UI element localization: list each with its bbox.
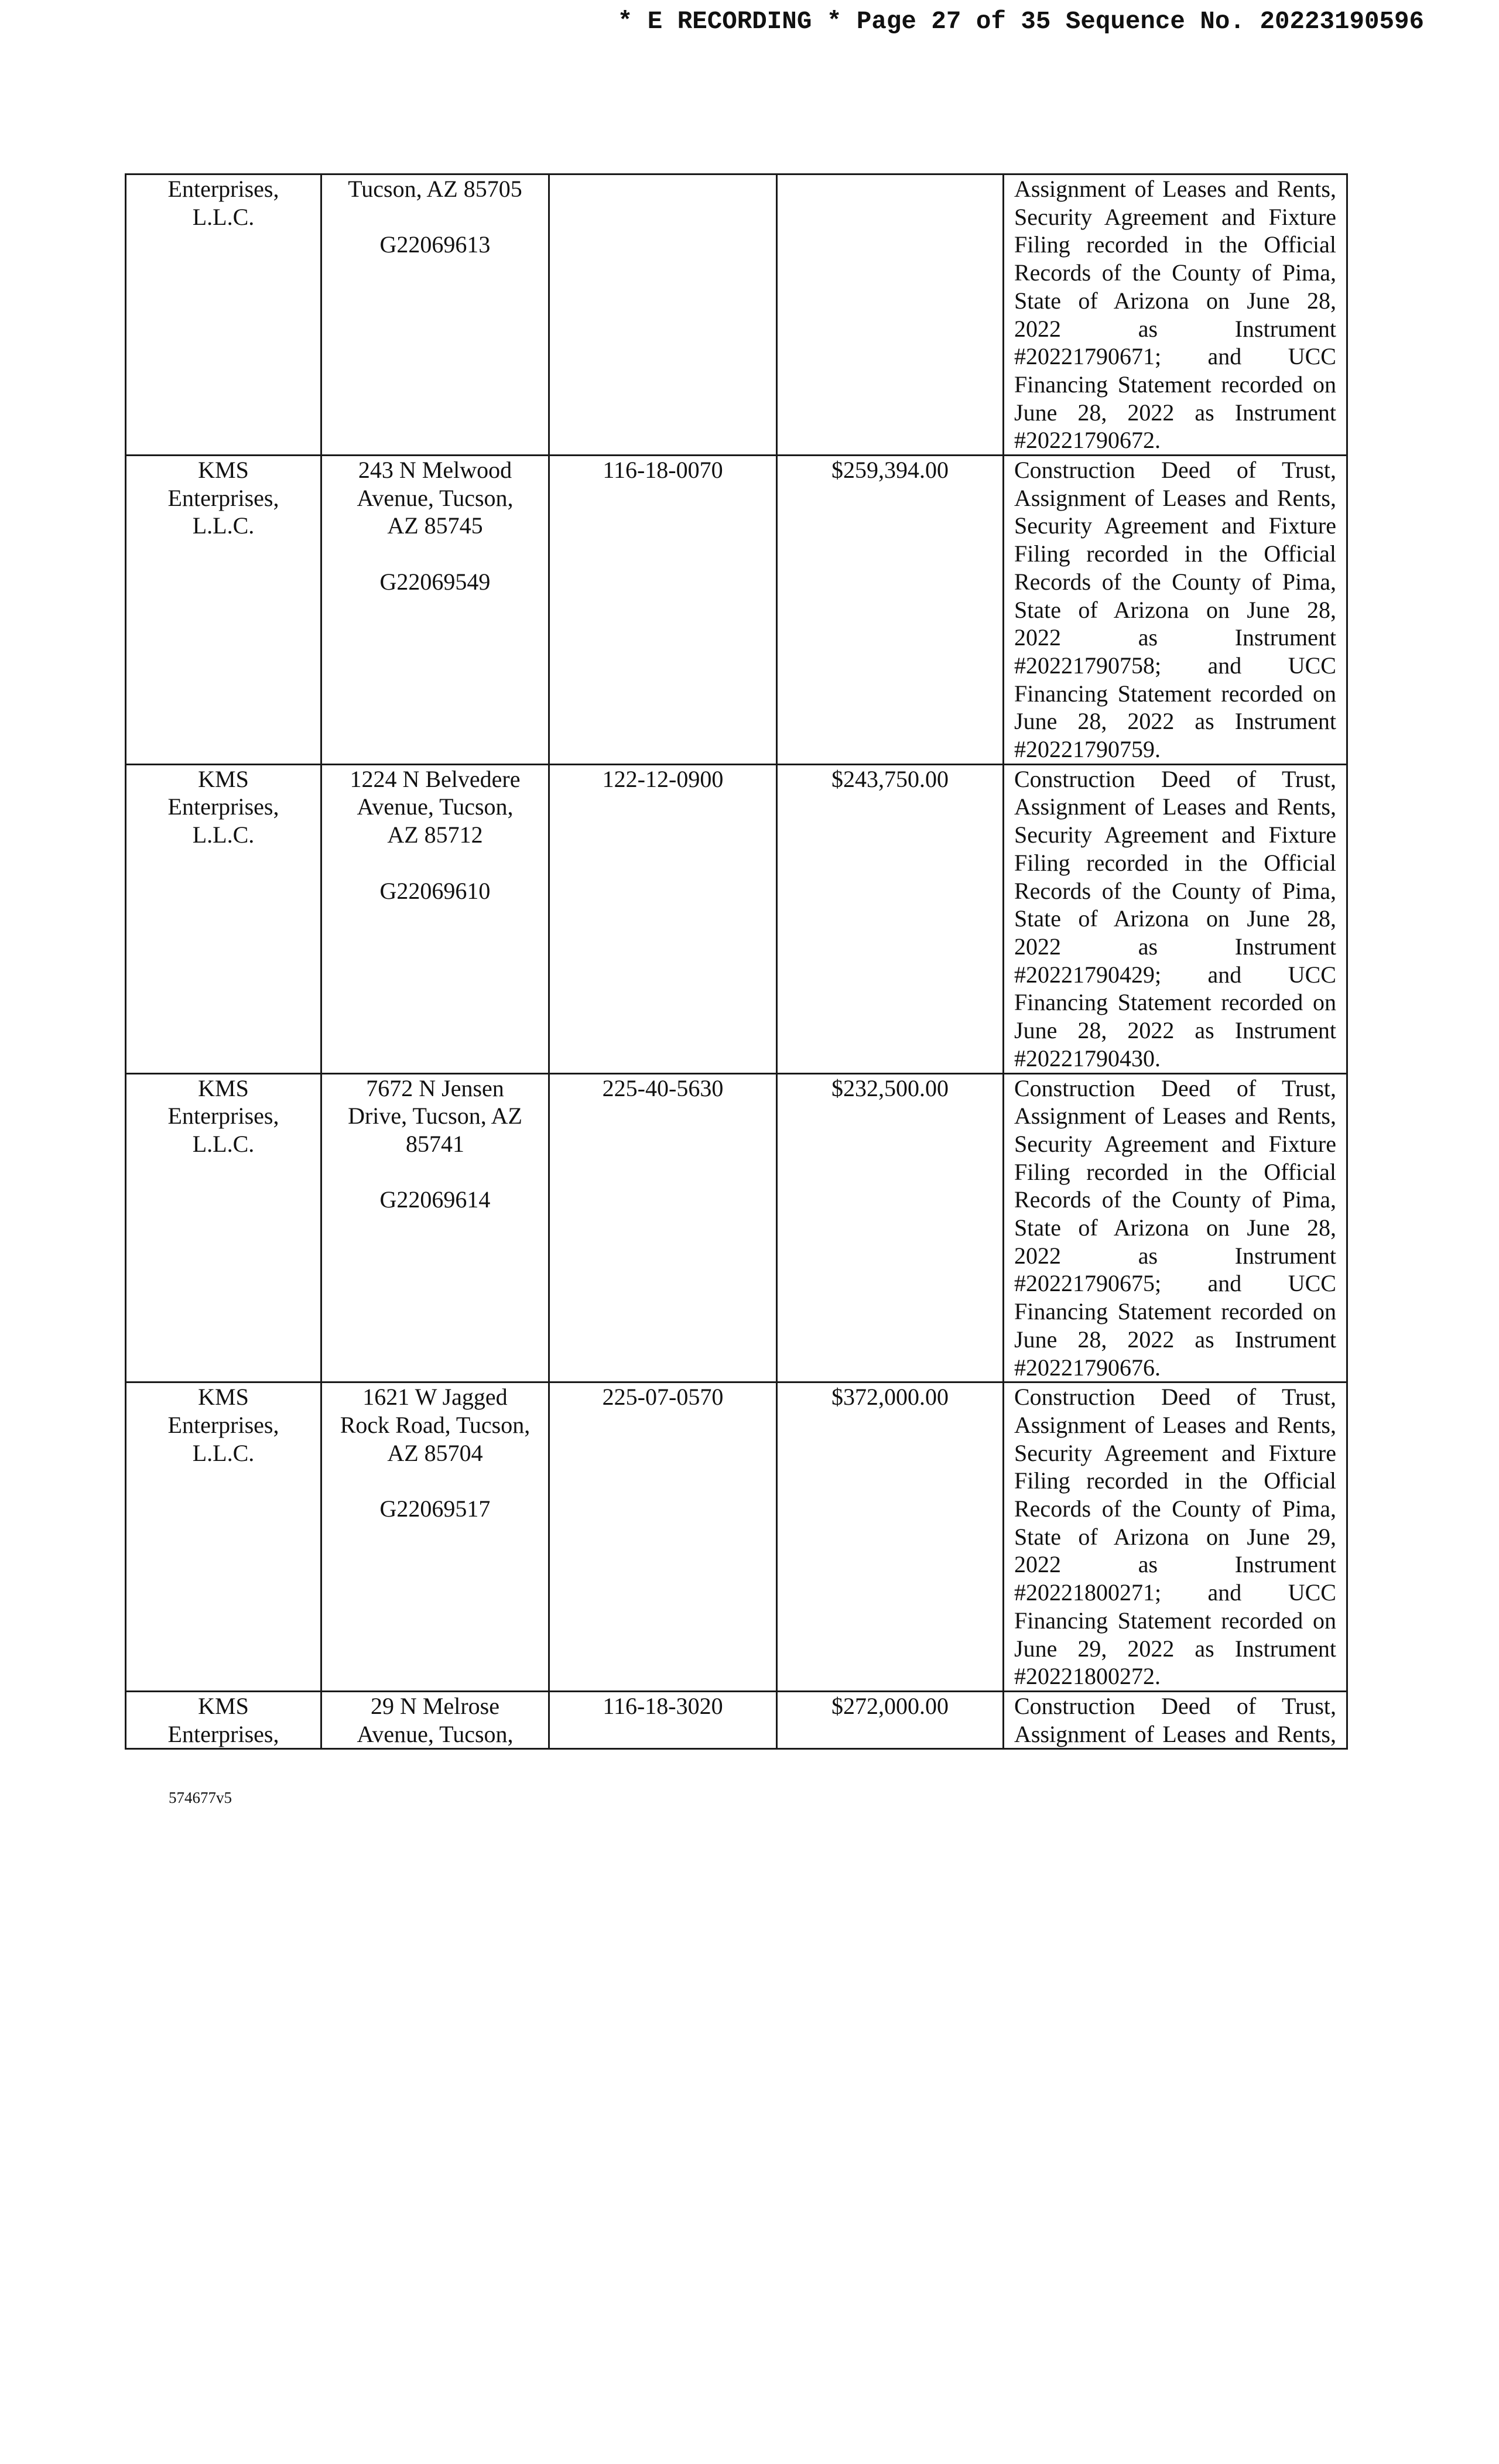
description-line: Construction Deed of Trust, xyxy=(1014,765,1336,792)
description-line: #20221790676. xyxy=(1014,1354,1161,1381)
description-line: June 28, 2022 as Instrument xyxy=(1014,1326,1336,1353)
description-line: June 29, 2022 as Instrument xyxy=(1014,1635,1336,1662)
description-line: Security Agreement and Fixture xyxy=(1014,1439,1336,1466)
description-line: 2022 as Instrument xyxy=(1014,1242,1336,1269)
borrower-cell xyxy=(126,174,321,456)
borrower-line: Enterprises, xyxy=(167,1103,279,1130)
description-line: #20221790430. xyxy=(1014,1045,1161,1072)
description-line: Security Agreement and Fixture xyxy=(1014,512,1336,539)
spacer xyxy=(322,849,548,877)
loan-amount: $272,000.00 xyxy=(831,1692,949,1719)
description-line: State of Arizona on June 28, xyxy=(1014,905,1336,932)
parcel-number: 225-40-5630 xyxy=(602,1074,724,1101)
description-line: Records of the County of Pima, xyxy=(1014,877,1336,904)
recorded-instruments-cell xyxy=(1004,764,1347,1073)
file-number: G22069614 xyxy=(379,1186,491,1213)
description-line: 2022 as Instrument xyxy=(1014,624,1336,651)
address-line: 7672 N Jensen xyxy=(366,1074,504,1101)
loan-amount-cell xyxy=(777,764,1004,1073)
loan-amount: $232,500.00 xyxy=(831,1074,949,1101)
parcel-number-cell xyxy=(549,1382,777,1692)
borrower-line: Enterprises, xyxy=(167,176,279,202)
loan-amount-cell xyxy=(777,1382,1004,1692)
property-address-cell xyxy=(321,764,549,1073)
file-number: G22069549 xyxy=(379,568,491,595)
parcel-number: 116-18-0070 xyxy=(603,457,723,484)
description-line: Filing recorded in the Official xyxy=(1014,540,1336,567)
table-row xyxy=(126,764,1347,1073)
borrower-line: L.L.C. xyxy=(192,512,255,539)
description-line: Assignment of Leases and Rents, xyxy=(1014,484,1336,511)
borrower-line: KMS xyxy=(198,1692,249,1719)
recorded-instruments-cell xyxy=(1004,174,1347,456)
recorded-instruments-cell xyxy=(1004,1073,1347,1382)
address-line: 29 N Melrose xyxy=(371,1692,499,1719)
description-line: Security Agreement and Fixture xyxy=(1014,203,1336,230)
spacer xyxy=(322,203,548,231)
description-line: Financing Statement recorded on xyxy=(1014,371,1336,398)
loan-amount: $372,000.00 xyxy=(831,1384,949,1411)
address-line: Avenue, Tucson, xyxy=(357,793,514,820)
recorded-instruments-cell xyxy=(1004,1382,1347,1692)
table-row xyxy=(126,1382,1347,1692)
description-line: Records of the County of Pima, xyxy=(1014,1186,1336,1213)
table-row xyxy=(126,174,1347,456)
property-schedule-table xyxy=(125,173,1348,1750)
description-line: State of Arizona on June 28, xyxy=(1014,287,1336,314)
description-line: Construction Deed of Trust, xyxy=(1014,1692,1336,1719)
description-line: #20221790759. xyxy=(1014,736,1161,763)
description-line: Assignment of Leases and Rents, xyxy=(1014,1103,1336,1130)
description-line: Construction Deed of Trust, xyxy=(1014,457,1336,484)
description-line: Assignment of Leases and Rents, xyxy=(1014,1411,1336,1438)
spacer xyxy=(322,540,548,568)
address-line: 1621 W Jagged xyxy=(362,1384,508,1411)
description-line: Assignment of Leases and Rents, xyxy=(1014,1720,1336,1747)
file-number: G22069610 xyxy=(379,877,491,904)
description-line: State of Arizona on June 28, xyxy=(1014,1214,1336,1241)
borrower-line: KMS xyxy=(198,1074,249,1101)
borrower-cell xyxy=(126,456,321,765)
address-line: Avenue, Tucson, xyxy=(357,484,514,511)
description-line: #20221800271; and UCC xyxy=(1014,1579,1336,1606)
description-line: Filing recorded in the Official xyxy=(1014,231,1336,258)
borrower-line: Enterprises, xyxy=(167,1720,279,1747)
description-line: Financing Statement recorded on xyxy=(1014,1607,1336,1634)
address-line: AZ 85745 xyxy=(387,512,483,539)
address-line: Tucson, AZ 85705 xyxy=(348,176,522,202)
property-address-cell xyxy=(321,1073,549,1382)
description-line: 2022 as Instrument xyxy=(1014,315,1336,342)
borrower-line: KMS xyxy=(198,765,249,792)
address-line: AZ 85704 xyxy=(387,1439,483,1466)
description-line: Assignment of Leases and Rents, xyxy=(1014,793,1336,820)
table-row xyxy=(126,1073,1347,1382)
table-row xyxy=(126,1691,1347,1748)
borrower-cell xyxy=(126,1073,321,1382)
loan-amount-cell xyxy=(777,174,1004,456)
description-line: State of Arizona on June 29, xyxy=(1014,1523,1336,1550)
document-id: 574677v5 xyxy=(169,1789,232,1806)
description-line: Assignment of Leases and Rents, xyxy=(1014,176,1336,202)
file-number: G22069613 xyxy=(379,231,491,258)
loan-amount: $243,750.00 xyxy=(831,765,949,792)
property-address-cell xyxy=(321,456,549,765)
address-line: Drive, Tucson, AZ xyxy=(348,1103,522,1130)
description-line: Financing Statement recorded on xyxy=(1014,1298,1336,1325)
description-line: Security Agreement and Fixture xyxy=(1014,822,1336,848)
table-row xyxy=(126,456,1347,765)
description-line: June 28, 2022 as Instrument xyxy=(1014,708,1336,735)
parcel-number-cell xyxy=(549,764,777,1073)
borrower-line: L.L.C. xyxy=(192,822,255,848)
borrower-line: Enterprises, xyxy=(167,1411,279,1438)
file-number: G22069517 xyxy=(379,1495,491,1522)
recorded-instruments-cell xyxy=(1004,1691,1347,1748)
address-line: Avenue, Tucson, xyxy=(357,1720,514,1747)
parcel-number-cell xyxy=(549,1691,777,1748)
borrower-line: Enterprises, xyxy=(167,793,279,820)
parcel-number: 225-07-0570 xyxy=(602,1384,724,1411)
borrower-line: L.L.C. xyxy=(192,1439,255,1466)
parcel-number: 122-12-0900 xyxy=(602,765,724,792)
address-line: Rock Road, Tucson, xyxy=(340,1411,531,1438)
loan-amount-cell xyxy=(777,1691,1004,1748)
borrower-line: L.L.C. xyxy=(192,1130,255,1157)
description-line: Filing recorded in the Official xyxy=(1014,849,1336,876)
loan-amount: $259,394.00 xyxy=(831,457,949,484)
borrower-cell xyxy=(126,1382,321,1692)
address-line: 1224 N Belvedere xyxy=(350,765,521,792)
description-line: Construction Deed of Trust, xyxy=(1014,1384,1336,1411)
description-line: 2022 as Instrument xyxy=(1014,933,1336,960)
recorded-instruments-cell xyxy=(1004,456,1347,765)
parcel-number: 116-18-3020 xyxy=(603,1692,723,1719)
description-line: Construction Deed of Trust, xyxy=(1014,1074,1336,1101)
address-line: 85741 xyxy=(406,1130,464,1157)
spacer xyxy=(322,1158,548,1186)
property-address-cell xyxy=(321,1382,549,1692)
address-line: 243 N Melwood xyxy=(358,457,512,484)
description-line: 2022 as Instrument xyxy=(1014,1551,1336,1578)
description-line: State of Arizona on June 28, xyxy=(1014,596,1336,623)
description-line: #20221790758; and UCC xyxy=(1014,652,1336,679)
borrower-cell xyxy=(126,764,321,1073)
loan-amount-cell xyxy=(777,1073,1004,1382)
borrower-line: L.L.C. xyxy=(192,203,255,230)
loan-amount-cell xyxy=(777,456,1004,765)
parcel-number-cell xyxy=(549,174,777,456)
description-line: Records of the County of Pima, xyxy=(1014,259,1336,286)
property-address-cell xyxy=(321,1691,549,1748)
borrower-line: Enterprises, xyxy=(167,484,279,511)
description-line: June 28, 2022 as Instrument xyxy=(1014,1017,1336,1044)
recording-stamp: * E RECORDING * Page 27 of 35 Sequence No. 20223190596 xyxy=(617,8,1424,36)
property-address-cell xyxy=(321,174,549,456)
borrower-cell xyxy=(126,1691,321,1748)
description-line: #20221790671; and UCC xyxy=(1014,343,1336,370)
description-line: Financing Statement recorded on xyxy=(1014,989,1336,1016)
address-line: AZ 85712 xyxy=(387,822,483,848)
description-line: Records of the County of Pima, xyxy=(1014,1495,1336,1522)
description-line: Filing recorded in the Official xyxy=(1014,1158,1336,1185)
description-line: #20221800272. xyxy=(1014,1663,1161,1690)
description-line: Records of the County of Pima, xyxy=(1014,568,1336,595)
description-line: Filing recorded in the Official xyxy=(1014,1467,1336,1494)
description-line: #20221790672. xyxy=(1014,427,1161,454)
borrower-line: KMS xyxy=(198,1384,249,1411)
spacer xyxy=(322,1467,548,1495)
borrower-line: KMS xyxy=(198,457,249,484)
description-line: #20221790429; and UCC xyxy=(1014,961,1336,988)
description-line: June 28, 2022 as Instrument xyxy=(1014,399,1336,426)
description-line: #20221790675; and UCC xyxy=(1014,1270,1336,1297)
parcel-number-cell xyxy=(549,456,777,765)
parcel-number-cell xyxy=(549,1073,777,1382)
description-line: Security Agreement and Fixture xyxy=(1014,1130,1336,1157)
description-line: Financing Statement recorded on xyxy=(1014,680,1336,707)
